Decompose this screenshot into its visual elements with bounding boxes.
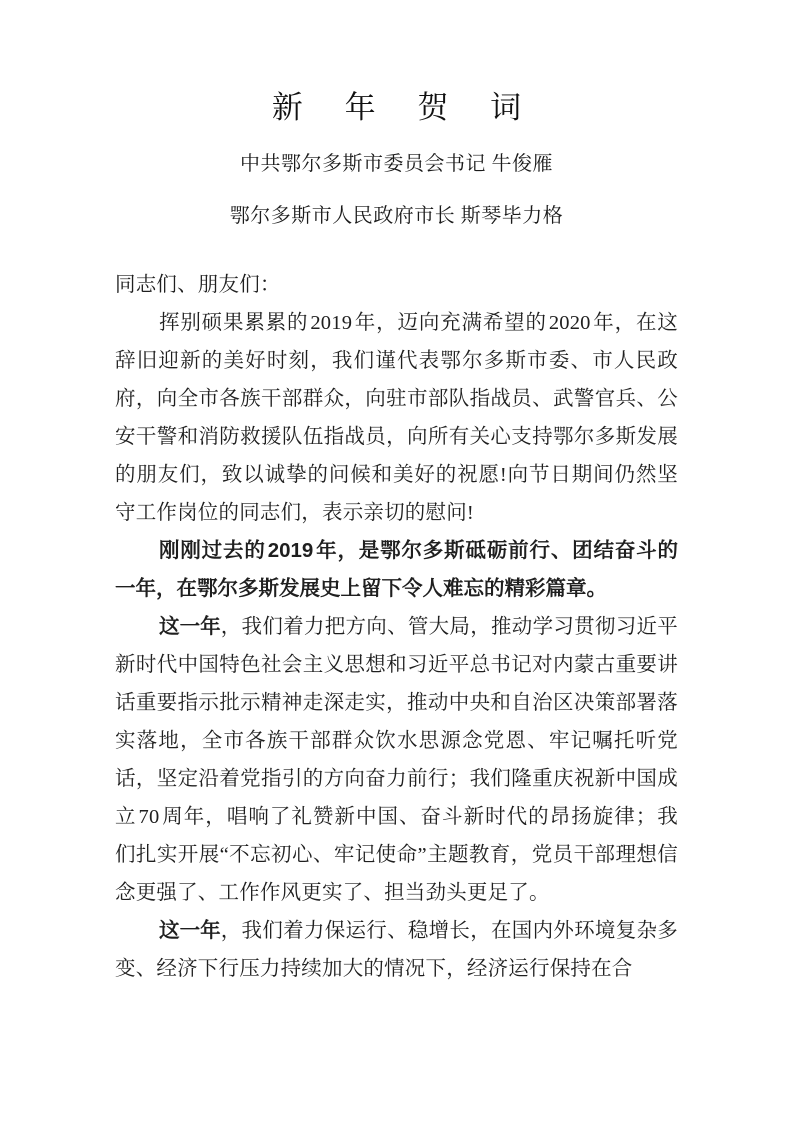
page-title: 新 年 贺 词 [271, 90, 539, 125]
text-run: ，我们着力把方向、管大局，推动学习贯彻习近平新时代中国特色社会主义思想和习近平总书记对内蒙古重要讲话重要指示批示精神走深走实，推动中央和自治区决策部署落实落地，全市各族干部群众饮水思源念党恩、牢记嘱托听党话，坚定沿着党指引的方向奋力前行；我们隆重庆祝新中国成立 [115, 616, 678, 828]
title-block [0, 86, 793, 231]
salutation: 同志们、朋友们： [115, 274, 281, 296]
paragraph-p1 [115, 304, 678, 532]
text-run: 刚刚过去的 [159, 539, 266, 562]
paragraph-p3 [115, 608, 678, 912]
byline-mayor: 鄂尔多斯市人民政府市长 斯琴毕力格 [229, 205, 564, 227]
document-body [115, 266, 678, 988]
text-run: ，我们着力保运行、稳增长，在国内外环境复杂多变、经济下行压力持续加大的情况下，经济运行保持在合 [115, 920, 678, 980]
paragraph-p2 [115, 532, 678, 608]
text-run: 年，是鄂尔多斯砥砺前行、团结奋斗的一年，在鄂尔多斯发展史上留下令人难忘的精彩篇章。 [115, 539, 679, 600]
text-run: 挥别硕果累累的 [159, 312, 309, 334]
paragraph-lead-in: 这一年 [159, 615, 221, 638]
inline-number: 2019 [267, 539, 314, 562]
paragraph-lead-in: 这一年 [159, 919, 221, 942]
text-run: 年，在这辞旧迎新的美好时刻，我们谨代表鄂尔多斯市委、市人民政府，向全市各族干部群众，向驻市部队指战员、武警官兵、公安干警和消防救援队伍指战员，向所有关心支持鄂尔多斯发展的朋友们，致以诚挚的问候和美好的祝愿!向节日期间仍然坚守工作岗位的同志们，表示亲切的慰问! [115, 312, 678, 524]
inline-number: 70 [138, 806, 160, 828]
inline-number: 2019 [310, 312, 353, 334]
text-run: 周年，唱响了礼赞新中国、奋斗新时代的昂扬旋律；我们扎实开展“不忘初心、牢记使命”主题教育，党员干部理想信念更强了、工作作风更实了、担当劲头更足了。 [115, 806, 678, 904]
inline-number: 2020 [548, 312, 591, 334]
paragraph-list [115, 304, 678, 988]
text-run: 年，迈向充满希望的 [354, 312, 547, 334]
byline-party-secretary: 中共鄂尔多斯市委员会书记 牛俊雁 [240, 153, 553, 175]
paragraph-p4 [115, 912, 678, 988]
